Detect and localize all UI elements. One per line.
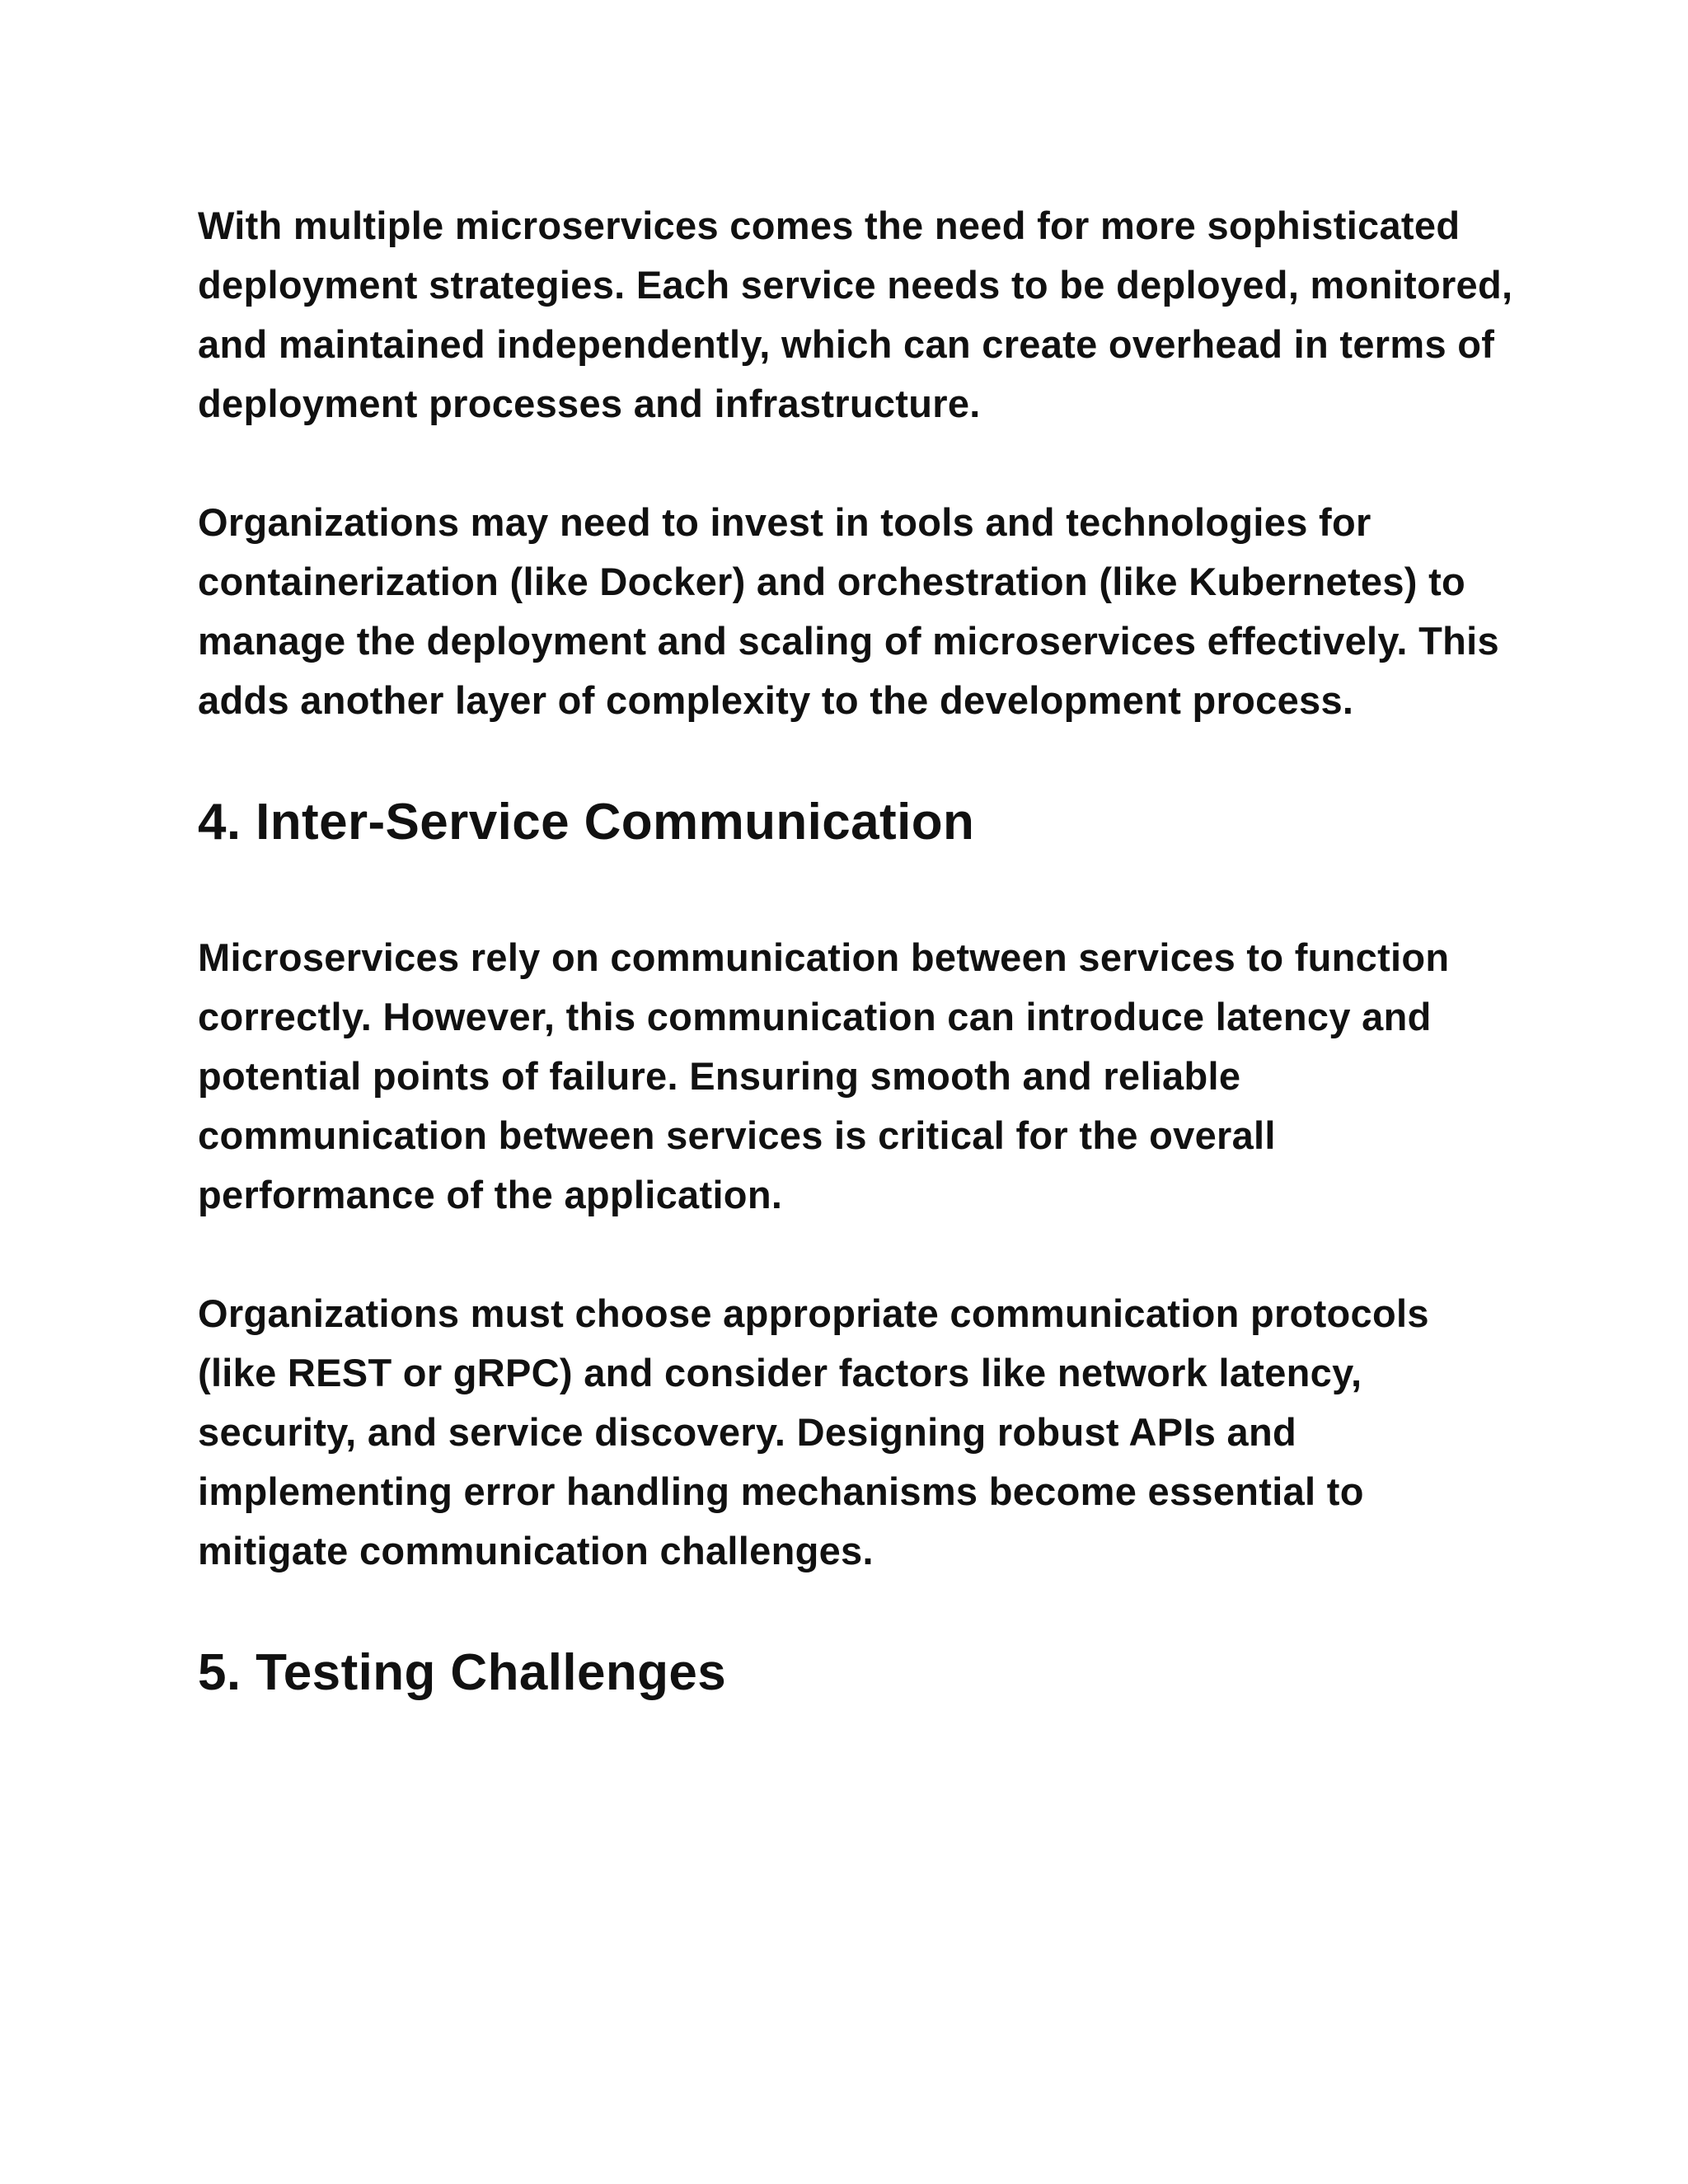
document-body — [198, 196, 1517, 1703]
paragraph-service-communication: Microservices rely on communication between services to function correctly. However, this communication can introduce latency and potential points of failure. Ensuring smooth and reliable communication between services is critical for the overall performance of the application. — [198, 935, 1450, 1216]
section-heading-testing-challenges: 5. Testing Challenges — [198, 1644, 727, 1701]
paragraph-containerization-tools: Organizations may need to invest in tools and technologies for containerization (like Docker) and orchestration (like Kubernetes) to manage the deployment and scaling of microservices effectively. This adds another layer of complexity to the development process. — [198, 500, 1499, 722]
paragraph-communication-protocols: Organizations must choose appropriate communication protocols (like REST or gRPC) and consider factors like network latency, security, and service discovery. Designing robust APIs and implementing error handling mechanisms become essential to mitigate communication challenges. — [198, 1291, 1429, 1572]
section-spacer — [198, 1581, 1517, 1643]
paragraph-spacer — [198, 434, 1517, 493]
paragraph-deployment-strategies: With multiple microservices comes the need for more sophisticated deployment strategies. Each service needs to be deployed, monitored, and maintained independently, which can create overhead in terms of deployment processes and infrastructure. — [198, 204, 1513, 425]
paragraph-spacer — [198, 1225, 1517, 1284]
section-spacer — [198, 730, 1517, 793]
heading-spacer — [198, 852, 1517, 928]
section-heading-inter-service-communication: 4. Inter-Service Communication — [198, 794, 975, 851]
